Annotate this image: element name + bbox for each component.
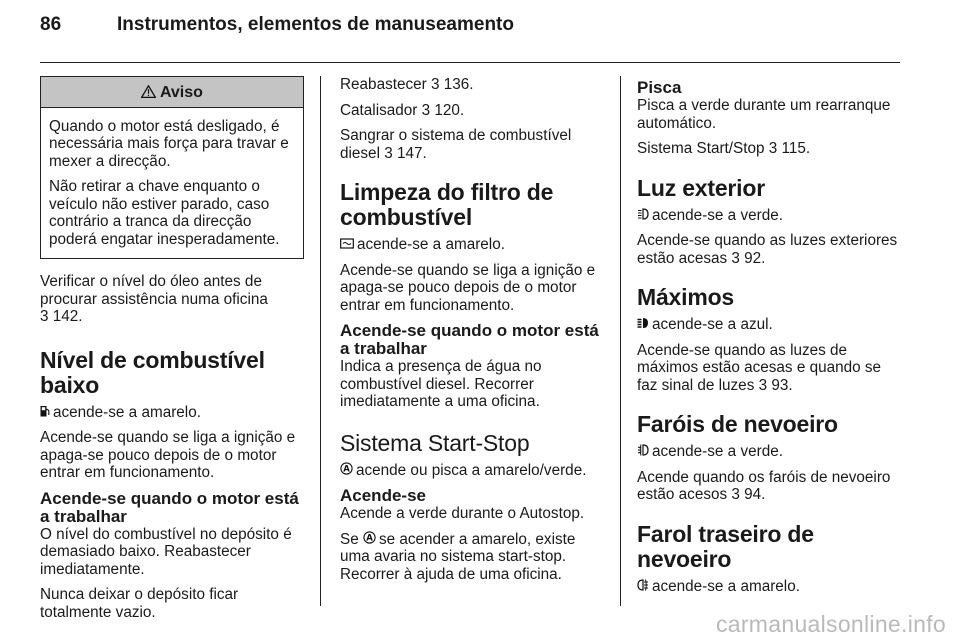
column-divider-2 xyxy=(620,76,621,606)
heading-exterior-light: Luz exterior xyxy=(637,174,765,201)
exterior-paragraph: Acende-se quando as luzes exteriores estão acesas 3 92. xyxy=(637,232,898,267)
high-beam-indicator-line: acende-se a azul. xyxy=(637,316,903,334)
ref-arrow-icon: 3 xyxy=(384,144,393,162)
high-beam-icon xyxy=(637,316,649,334)
autostop-a-icon xyxy=(340,462,353,480)
start-stop-fault-paragraph: Se A se acender a amarelo, existe uma avaria no sistema start-stop. Recorrer à ajuda de uma oficina. xyxy=(340,530,576,583)
warning-text-1: Quando o motor está desligado, é necessária mais força para travar e mexer a direcção. xyxy=(49,117,289,170)
svg-text:A: A xyxy=(366,533,373,544)
heading-rear-fog-light: Farol traseiro de nevoeiro xyxy=(637,520,814,572)
ref-arrow-icon: 3 xyxy=(731,249,740,267)
fuel-filter-icon xyxy=(340,236,354,254)
exterior-light-icon xyxy=(637,207,649,225)
ref-arrow-icon: 3 xyxy=(731,486,740,503)
watermark-text: carmanualsonline.info xyxy=(715,611,946,637)
ref-arrow-icon: 3 xyxy=(430,76,440,93)
fuel-never-empty-paragraph: Nunca deixar o depósito ficar totalmente vazio. xyxy=(40,586,239,621)
fog-paragraph: Acende quando os faróis de nevoeiro estão acesos 3 94. xyxy=(637,468,891,503)
warning-title: Aviso xyxy=(159,84,203,101)
high-beam-paragraph: Acende-se quando as luzes de máximos estão acesas e quando se faz sinal de luzes 3 93. xyxy=(637,341,882,394)
ref-arrow-icon: 3 xyxy=(421,101,431,119)
front-fog-light-icon xyxy=(637,443,649,461)
ref-arrow-icon: 3 xyxy=(768,140,778,157)
ref-arrow-icon: 3 xyxy=(758,376,768,394)
warning-header xyxy=(41,77,303,108)
fog-indicator-line: acende-se a verde. xyxy=(637,443,903,461)
page-number: 86 xyxy=(40,14,62,35)
svg-text:A: A xyxy=(343,464,350,475)
header-rule xyxy=(40,62,900,63)
start-stop-indicator-line: A acende ou pisca a amarelo/verde. xyxy=(340,462,606,480)
oil-check-paragraph: Verificar o nível do óleo antes de procurar assistência numa oficina 3 142. xyxy=(40,273,268,325)
subheading-pisca: Pisca xyxy=(637,78,682,97)
fuel-indicator-line: acende-se a amarelo. xyxy=(40,404,304,422)
heading-fog-lights: Faróis de nevoeiro xyxy=(637,411,838,437)
rear-fog-indicator-line: acende-se a amarelo. xyxy=(637,578,903,596)
column-3 xyxy=(637,76,903,603)
ref-start-stop: Sistema Start/Stop 3 115. xyxy=(637,140,811,157)
autostop-a-icon xyxy=(363,531,376,549)
fuel-running-paragraph: O nível do combustível no depósito é demasiado baixo. Reabastecer imediatamente. xyxy=(40,525,292,578)
exterior-indicator-line: acende-se a verde. xyxy=(637,207,903,225)
heading-low-fuel: Nível de combustível baixo xyxy=(40,346,265,398)
column-divider-1 xyxy=(320,76,321,606)
warning-text-2: Não retirar a chave enquanto o veículo não estiver parado, caso contrário a tranca da direcção poderá engatar inesperadamente. xyxy=(49,178,280,248)
column-1 xyxy=(40,76,304,629)
filter-paragraph: Acende-se quando se liga a ignição e apaga-se pouco depois de o motor entrar em funcionamento. xyxy=(340,261,596,314)
filter-indicator-line: acende-se a amarelo. xyxy=(340,236,606,254)
subheading-running: Acende-se quando o motor está a trabalhar xyxy=(40,488,299,526)
heading-fuel-filter: Limpeza do filtro de combustível xyxy=(340,179,554,230)
heading-start-stop: Sistema Start-Stop xyxy=(340,429,530,456)
ref-bleed-fuel: Sangrar o sistema de combustível diesel 3 147. xyxy=(340,127,572,162)
warning-triangle-icon xyxy=(141,84,160,101)
heading-high-beam: Máximos xyxy=(637,284,735,310)
pisca-paragraph: Pisca a verde durante um rearranque automático. xyxy=(637,97,891,132)
ref-arrow-icon: 3 xyxy=(40,308,49,325)
start-stop-on-paragraph: Acende a verde durante o Autostop. xyxy=(340,505,585,522)
subheading-on: Acende-se xyxy=(340,486,426,505)
rear-fog-light-icon xyxy=(637,578,649,596)
warning-box xyxy=(40,76,304,259)
column-2 xyxy=(340,76,606,591)
fuel-paragraph: Acende-se quando se liga a ignição e apaga-se pouco depois de o motor entrar em funcionamento. xyxy=(40,429,296,481)
ref-catalyst: Catalisador 3 120. xyxy=(340,101,465,119)
ref-refuel: Reabastecer 3 136. xyxy=(340,76,474,93)
page-header-title: Instrumentos, elementos de manuseamento xyxy=(117,14,514,35)
filter-running-paragraph: Indica a presença de água no combustível diesel. Recorrer imediatamente a uma oficina. xyxy=(340,358,542,410)
fuel-pump-icon xyxy=(40,404,50,422)
subheading-running-2: Acende-se quando o motor está a trabalhar xyxy=(340,321,599,358)
